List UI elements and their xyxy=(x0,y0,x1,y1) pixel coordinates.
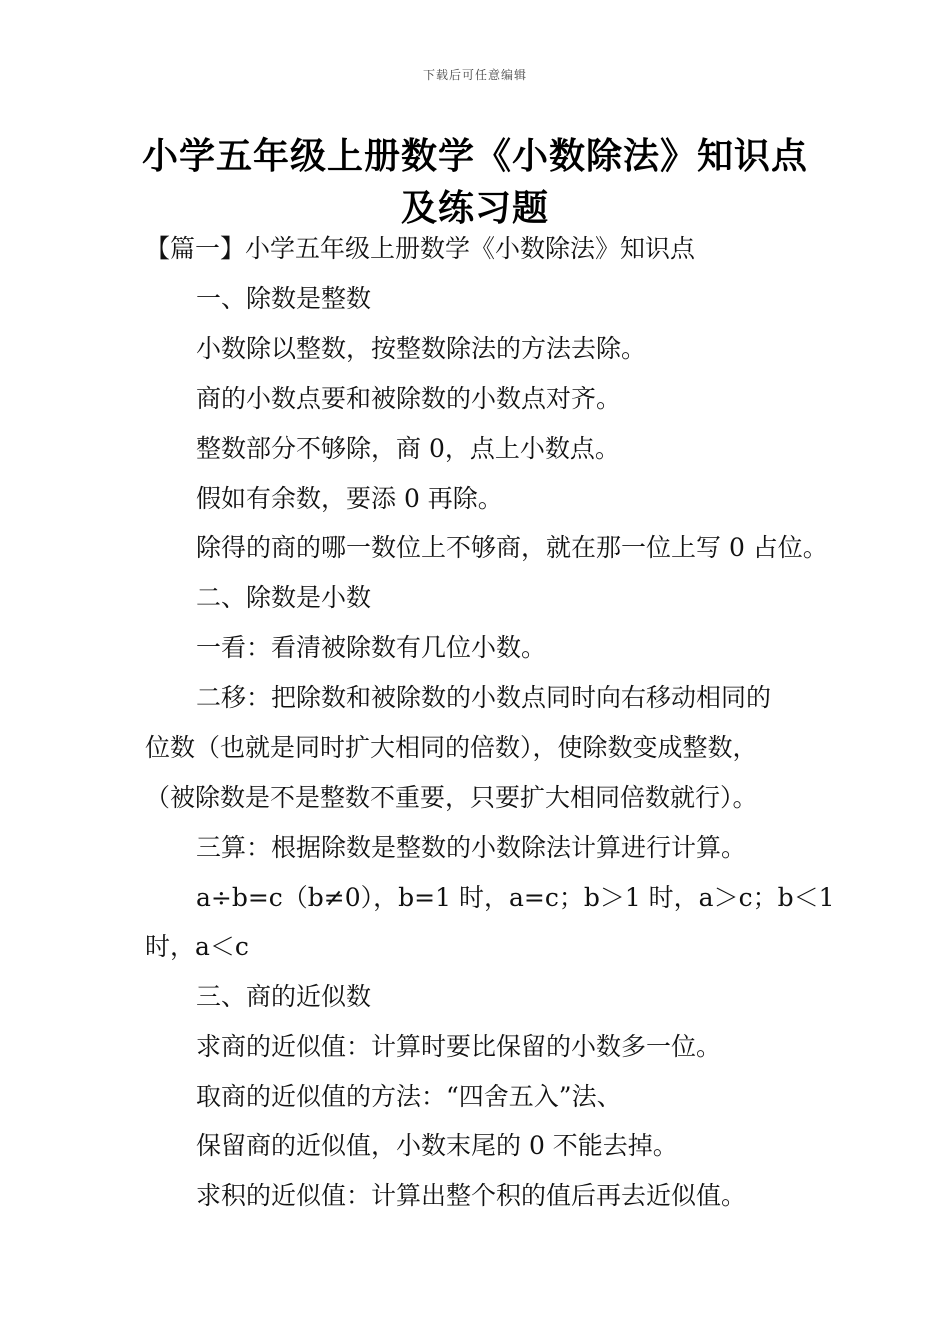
paragraph-line: 三算：根据除数是整数的小数除法计算进行计算。 xyxy=(196,833,747,862)
paragraph-line: 求积的近似值：计算出整个积的值后再去近似值。 xyxy=(196,1181,747,1210)
paragraph-line-continued: 位数（也就是同时扩大相同的倍数），使除数变成整数， xyxy=(145,733,758,762)
paragraph-line: 求商的近似值：计算时要比保留的小数多一位。 xyxy=(196,1032,722,1061)
paragraph-line: 除得的商的哪一数位上不够商，就在那一位上写 0 占位。 xyxy=(196,533,828,562)
paragraph-line: 商的小数点要和被除数的小数点对齐。 xyxy=(196,384,622,413)
paragraph-line: 一看：看清被除数有几位小数。 xyxy=(196,633,547,662)
paragraph-line: 保留商的近似值，小数末尾的 0 不能去掉。 xyxy=(196,1131,678,1160)
document-title-line-2: 及练习题 xyxy=(400,188,549,229)
heading-divisor-decimal: 二、除数是小数 xyxy=(196,583,372,612)
paragraph-line-continued: （被除数是不是整数不重要，只要扩大相同倍数就行）。 xyxy=(145,783,758,812)
paragraph-line: 假如有余数，要添 0 再除。 xyxy=(196,484,503,513)
paragraph-line: 整数部分不够除，商 0，点上小数点。 xyxy=(196,434,620,463)
formula-line-continued: 时，a＜c xyxy=(145,932,249,961)
paragraph-line: 小数除以整数，按整数除法的方法去除。 xyxy=(196,334,647,363)
formula-line: a÷b=c（b≠0），b=1 时，a=c；b＞1 时，a＞c；b＜1 xyxy=(196,883,835,912)
heading-divisor-integer: 一、除数是整数 xyxy=(196,284,372,313)
section-heading: 【篇一】小学五年级上册数学《小数除法》知识点 xyxy=(145,234,696,263)
paragraph-line: 二移：把除数和被除数的小数点同时向右移动相同的 xyxy=(196,683,772,712)
paragraph-line: 取商的近似值的方法：“四舍五入”法、 xyxy=(196,1082,622,1111)
page-header-note: 下载后可任意编辑 xyxy=(422,68,527,82)
document-title-line-1: 小学五年级上册数学《小数除法》知识点 xyxy=(141,136,808,177)
heading-approximate-quotient: 三、商的近似数 xyxy=(196,982,372,1011)
